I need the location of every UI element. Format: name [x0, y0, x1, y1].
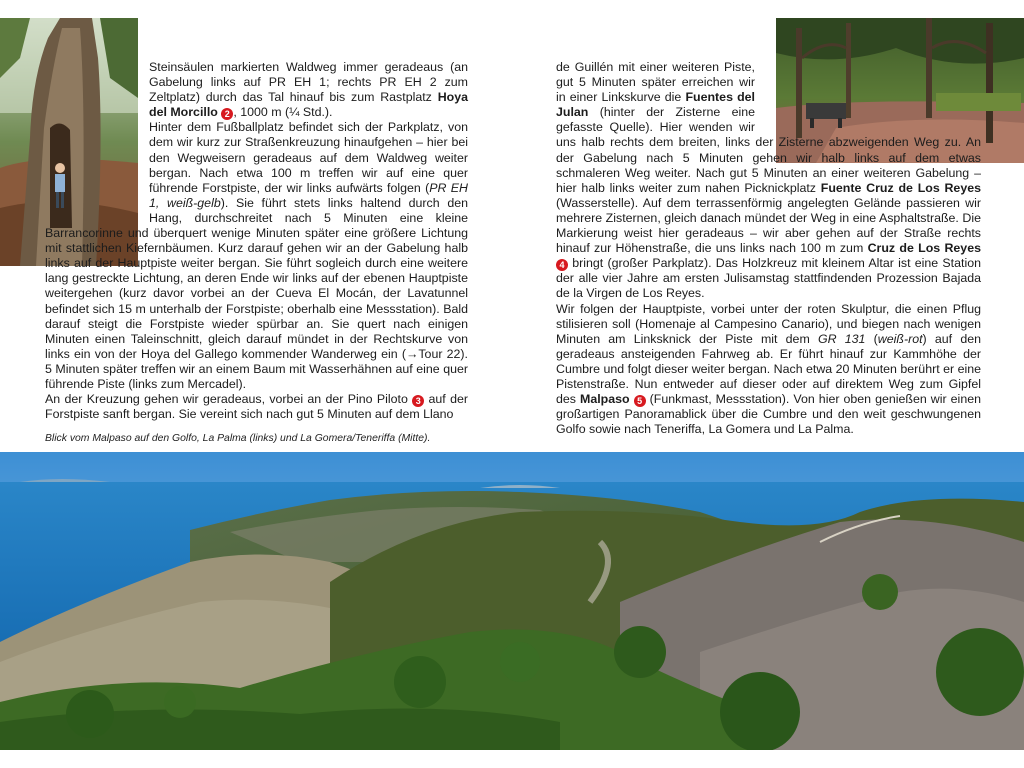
text-run: Wir folgen der Hauptpiste, vorbei unter der roten Skulptur, die einen Pflug stilisieren soll (Homenaje al Campesino Canario), und biegen nach wenigen Minuten am Linksknick der Piste mit dem: [556, 301, 981, 346]
trail-marking: PR EH 1, weiß-gelb: [149, 180, 468, 210]
text-run: (: [865, 331, 878, 346]
text-run: auf der Forstpiste sanft bergan. Sie vereint sich nach gut 5 Minuten auf dem Llano: [45, 392, 468, 422]
place-name: Fuente Cruz de Los Reyes: [820, 180, 981, 195]
text-run: (Funkmast, Messstation). Von hier oben genießen wir einen großartigen Panoramablick über die Cumbre und den weit geschwungenen Golfo sowie nach Teneriffa, La Gomera und La Palma.: [556, 392, 981, 437]
text-run: (Wasserstelle). Auf dem terrassenförmig angelegten Gelände passieren wir mehrere Zisternen, gleich danach mündet der Weg in eine Asphaltstraße. Die Markierung weist hier geradeaus – wir aber gehen auf der Straße rechts hinauf zur Höhenstraße, die uns links nach 100 m zum: [556, 195, 981, 256]
paragraph: [45, 392, 468, 422]
text-column-left: [45, 60, 468, 422]
place-name: Malpaso: [580, 392, 630, 407]
text-run: Hinter dem Fußballplatz befindet sich der Parkplatz, von dem wir kurz zur Straßenkreuzung hinaufgehen – hier bei den Wegweisern geradeaus auf dem Waldweg weiter bergan. Nach etwa 100 m treffen wir auf eine quer führende Forstpiste, der wir links aufwärts folgen (: [149, 120, 468, 195]
waypoint-marker: 5: [634, 395, 646, 407]
text-run: An der Kreuzung gehen wir geradeaus, vorbei an der Pino Piloto: [45, 392, 413, 407]
text-run: Steinsäulen markierten Waldweg immer geradeaus (an Gabelung links auf PR EH 1; rechts PR EH 2 zum Zeltplatz) durch das Tal hinauf bis zum Rastplatz: [149, 60, 468, 105]
waypoint-marker: 4: [556, 259, 568, 271]
photo-wrap-spacer: [755, 18, 981, 121]
waypoint-marker: 2: [221, 108, 233, 120]
text-run: ) auf den geradeaus ansteigenden Fahrweg ab. Er führt hinauf zur Kammhöhe der Cumbre und folgt dieser weiter bergan. Nach etwa 20 Minuten berührt er eine Pistenstraße. Nun entweder auf dieser oder auf direktem Weg zum Gipfel des: [556, 331, 981, 407]
photo-panorama-golfo: [0, 452, 1024, 750]
text-run: bringt (großer Parkplatz). Das Holzkreuz mit kleinem Altar ist eine Station der alle vier Jahre am ersten Julisamstag stattfindenden Prozession Bajada de la Virgen de Los Reyes.: [556, 256, 981, 301]
paragraph: [556, 302, 981, 438]
place-name: Cruz de Los Reyes: [867, 241, 981, 256]
text-run: ). Sie führt stets links haltend durch den Hang, durchschreitet nach 5 Minuten eine kleine Barrancorinne und überquert wenige Minuten später eine größere Lichtung mit stattlichen Kiefernbäumen. Kurz darauf gehen wir an der Gabelung halb links auf der Hauptpiste weiter bergan. Sie führt sogleich durch eine weitere lang gestreckte Lichtung, an deren Ende wir links auf der ebenen Hauptpiste weitergehen (kurz davor vorbei an der Cueva El Mocán, der Lavatunnel befindet sich 15 m unterhalb der Forstpiste; oberhalb eine Messstation). Bald darauf steigt die Forstpiste wieder spürbar an. Sie quert nach einigen Minuten einen Taleinschnitt, gleich darauf mündet in der Rechtskurve von links ein von der Hoya del Gallego kommender Wanderweg ein (→Tour 22). 5 Minuten später treffen wir an einem Baum mit Wasserhähnen auf eine quer führende Piste (links zum Mercadel).: [45, 195, 468, 391]
text-column-right: [556, 60, 981, 437]
photo-caption: Blick vom Malpaso auf den Golfo, La Palma (links) und La Gomera/Teneriffa (Mitte).: [45, 433, 431, 444]
text-run: (hinter der Zisterne eine gefasste Quelle). Hier wenden wir uns halb rechts dem breiten, links der Zisterne abzweigenden Weg zu. An der Gabelung nach 5 Minuten gehen wir halb links auf dem etwas schmaleren Weg weiter. Nach gut 5 Minuten an einer weiteren Gabelung – hier halb links weiter zum nahen Picknickplatz: [556, 105, 981, 195]
trail-marking: GR 131: [817, 331, 866, 346]
place-name: Fuentes del Julan: [556, 90, 755, 120]
place-name: Hoya del Morcillo: [149, 90, 468, 120]
trail-marking: weiß-rot: [877, 331, 923, 346]
text-run: , 1000 m (¼ Std.).: [233, 105, 333, 120]
photo-wrap-spacer: [45, 18, 149, 224]
text-run: de Guillén mit einer weiteren Piste, gut 5 Minuten später erreichen wir in einer Linkskurve die: [556, 60, 755, 105]
waypoint-marker: 3: [412, 395, 424, 407]
